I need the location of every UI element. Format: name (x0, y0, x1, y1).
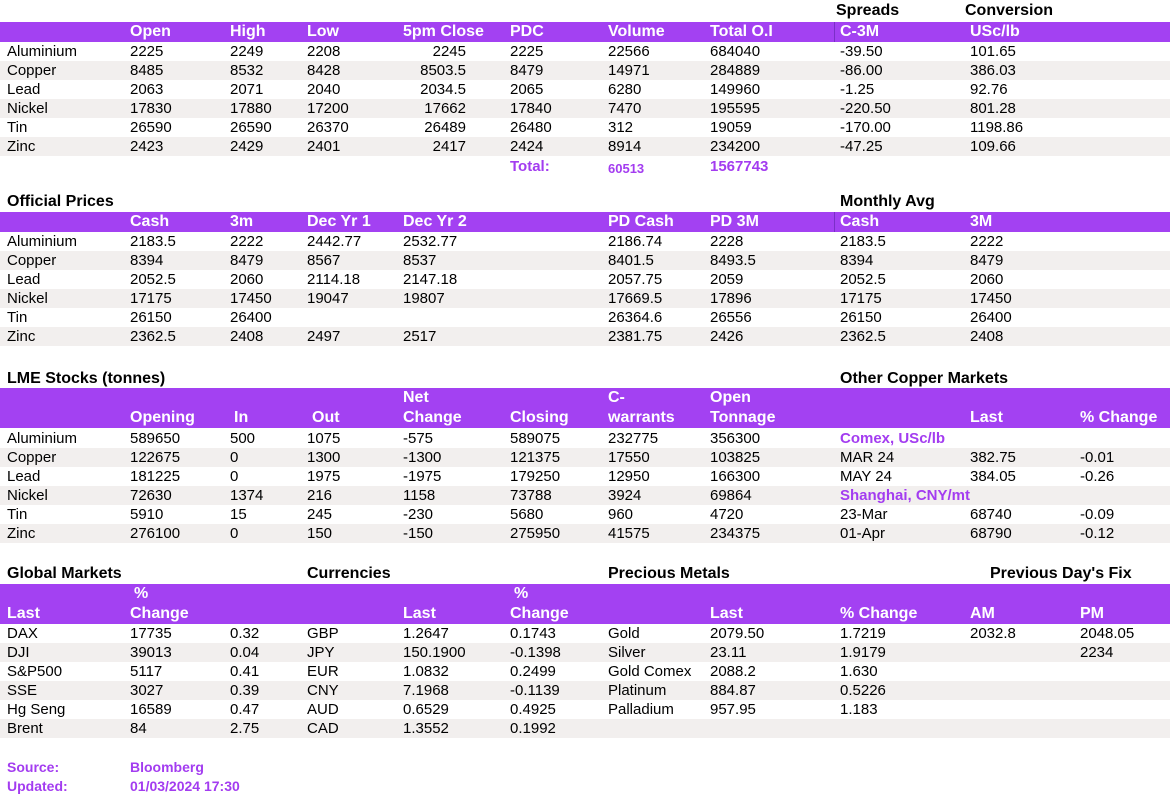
official-prices-title: Official Prices (7, 193, 114, 210)
in-value: 0 (230, 449, 239, 466)
metal-name: Nickel (7, 290, 48, 307)
3m-value: 2060 (230, 271, 264, 288)
col-dec-yr2-header: Dec Yr 2 (403, 213, 467, 230)
3m-value: 8479 (230, 252, 264, 269)
3m-value: 17450 (230, 290, 272, 307)
currency-last: 1.0832 (403, 663, 449, 680)
dec-yr1-value: 2442.77 (307, 233, 362, 250)
global-stripe (0, 643, 1170, 662)
col-high-header: High (230, 23, 266, 40)
index-change: 0.47 (230, 701, 260, 718)
col-3m-header: 3m (230, 213, 254, 230)
currency-last: 7.1968 (403, 682, 449, 699)
col-open-tonnage-header: Tonnage (710, 409, 776, 426)
net-change-value: -230 (403, 506, 434, 523)
uscl-value: 101.65 (970, 43, 1016, 60)
metal-name: Copper (7, 449, 57, 466)
spreads-header: Spreads (836, 2, 900, 19)
index-last: 5117 (130, 663, 163, 680)
previous-fix-title: Previous Day's Fix (990, 565, 1132, 582)
uscl-value: 801.28 (970, 100, 1016, 117)
opening-value: 122675 (130, 449, 181, 466)
col-pm-last-header: Last (710, 605, 743, 622)
c3m-value: -47.25 (840, 138, 883, 155)
avg-3m-value: 26400 (970, 309, 1012, 326)
volume-value: 6280 (608, 81, 642, 98)
metal-last: 2088.2 (710, 663, 756, 680)
col-fx-change-header: Change (510, 605, 569, 622)
contract-change: -0.26 (1080, 468, 1115, 485)
opening-value: 181225 (130, 468, 181, 485)
col-cwarrants-header-top: C- (608, 389, 625, 406)
metal-last: 957.95 (710, 701, 756, 718)
avg-cash-value: 2052.5 (840, 271, 886, 288)
oi-value: 234200 (710, 138, 761, 155)
uscl-value: 1198.86 (970, 119, 1024, 136)
volume-value: 7470 (608, 100, 642, 117)
contract-change: -0.09 (1080, 506, 1115, 523)
col-5pm-close-header: 5pm Close (403, 23, 484, 40)
closing-value: 121375 (510, 449, 561, 466)
pd-3m-value: 8493.5 (710, 252, 756, 269)
fix-am: 2032.8 (970, 625, 1016, 642)
col-net-change-header: Change (403, 409, 462, 426)
open-value: 17830 (130, 100, 172, 117)
currency-change: 0.1992 (510, 720, 556, 737)
index-change: 2.75 (230, 720, 260, 737)
currency-code: CAD (307, 720, 339, 737)
currency-last: 150.1900 (403, 644, 466, 661)
pdc-value: 2225 (510, 43, 544, 60)
avg-3m-value: 17450 (970, 290, 1012, 307)
closing-value: 589075 (510, 430, 561, 447)
low-value: 2040 (307, 81, 341, 98)
pdc-value: 26480 (510, 119, 552, 136)
metal-change: 1.9179 (840, 644, 886, 661)
pdc-value: 2065 (510, 81, 544, 98)
col-opening-header: Opening (130, 409, 195, 426)
conversion-header: Conversion (965, 2, 1054, 19)
currency-code: GBP (307, 625, 339, 642)
open-value: 26590 (130, 119, 172, 136)
cash-value: 8394 (130, 252, 164, 269)
avg-3m-value: 8479 (970, 252, 1004, 269)
shanghai-section-label: Shanghai, CNY/mt (840, 487, 971, 504)
total-label: Total: (510, 158, 550, 175)
opening-value: 72630 (130, 487, 172, 504)
pd-cash-value: 17669.5 (608, 290, 663, 307)
currency-last: 1.3552 (403, 720, 449, 737)
col-open-header: Open (130, 23, 171, 40)
metal-name: Platinum (608, 682, 667, 699)
opening-value: 5910 (130, 506, 164, 523)
cash-value: 2052.5 (130, 271, 176, 288)
metal-name: Zinc (7, 525, 36, 542)
open-value: 2063 (130, 81, 164, 98)
in-value: 15 (230, 506, 247, 523)
contract-last: 68790 (970, 525, 1012, 542)
out-value: 150 (307, 525, 333, 542)
metal-name: Aluminium (7, 430, 78, 447)
pd-cash-value: 26364.6 (608, 309, 663, 326)
c3m-value: -86.00 (840, 62, 883, 79)
metal-name: Zinc (7, 328, 36, 345)
contract-label: MAY 24 (840, 468, 892, 485)
cwarrants-value: 17550 (608, 449, 650, 466)
closing-value: 5680 (510, 506, 544, 523)
dec-yr1-value: 8567 (307, 252, 341, 269)
metal-last: 23.11 (710, 644, 747, 661)
opening-value: 589650 (130, 430, 181, 447)
pd-3m-value: 2059 (710, 271, 744, 288)
metal-last: 884.87 (710, 682, 756, 699)
pd-cash-value: 2057.75 (608, 271, 663, 288)
metal-name: Tin (7, 506, 28, 523)
opening-value: 276100 (130, 525, 181, 542)
open-value: 2423 (130, 138, 164, 155)
contract-label: MAR 24 (840, 449, 895, 466)
col-index-last-header: Last (7, 605, 40, 622)
index-change: 0.04 (230, 644, 260, 661)
cwarrants-value: 232775 (608, 430, 659, 447)
currency-change: -0.1398 (510, 644, 561, 661)
open-tonnage-value: 356300 (710, 430, 761, 447)
dec-yr2-value: 8537 (403, 252, 437, 269)
index-name: Brent (7, 720, 43, 737)
pdc-value: 17840 (510, 100, 552, 117)
in-value: 1374 (230, 487, 264, 504)
metal-name: Zinc (7, 138, 36, 155)
index-last: 3027 (130, 682, 164, 699)
low-value: 8428 (307, 62, 341, 79)
metal-name: Nickel (7, 487, 48, 504)
col-uscl-header: USc/lb (970, 23, 1020, 40)
official-header-band (0, 212, 1170, 232)
open-tonnage-value: 4720 (710, 506, 744, 523)
contract-last: 384.05 (970, 468, 1016, 485)
index-change: 0.41 (230, 663, 260, 680)
total-oi: 1567743 (710, 158, 769, 175)
index-name: DAX (7, 625, 38, 642)
closing-value: 179250 (510, 468, 561, 485)
col-net-header-top: Net (403, 389, 429, 406)
metal-name: Lead (7, 468, 41, 485)
dec-yr2-value: 2147.18 (403, 271, 458, 288)
open-value: 8485 (130, 62, 164, 79)
volume-value: 312 (608, 119, 634, 136)
col-pm-change-header: % Change (840, 605, 918, 622)
source-value: Bloomberg (130, 759, 204, 775)
col-index-change-header: Change (130, 605, 189, 622)
avg-cash-value: 2362.5 (840, 328, 886, 345)
metal-name: Tin (7, 309, 28, 326)
cash-value: 2362.5 (130, 328, 176, 345)
col-cash-header: Cash (130, 213, 170, 230)
currency-code: EUR (307, 663, 339, 680)
metal-change: 1.630 (840, 663, 878, 680)
total-volume: 60513 (608, 161, 645, 176)
low-value: 26370 (307, 119, 349, 136)
high-value: 17880 (230, 100, 272, 117)
col-last-header: Last (970, 409, 1003, 426)
metal-change: 1.7219 (840, 625, 886, 642)
pdc-value: 8479 (510, 62, 544, 79)
out-value: 1075 (307, 430, 341, 447)
dec-yr1-value: 19047 (307, 290, 349, 307)
dec-yr1-value: 2114.18 (307, 271, 361, 288)
close-value: 17662 (424, 100, 466, 117)
metal-name: Copper (7, 62, 57, 79)
net-change-value: -575 (403, 430, 434, 447)
col-am-header: AM (970, 605, 995, 622)
pd-3m-value: 17896 (710, 290, 752, 307)
dec-yr1-value: 2497 (307, 328, 341, 345)
other-copper-title: Other Copper Markets (840, 370, 1009, 387)
oi-value: 149960 (710, 81, 761, 98)
low-value: 2208 (307, 43, 341, 60)
high-value: 2249 (230, 43, 264, 60)
stocks-stripe (0, 486, 1170, 505)
col-pct-change-header: % Change (1080, 409, 1158, 426)
avg-cash-value: 17175 (840, 290, 882, 307)
c3m-value: -170.00 (840, 119, 891, 136)
uscl-value: 92.76 (970, 81, 1008, 98)
volume-value: 22566 (608, 43, 650, 60)
col-cwarrants-header: warrants (608, 409, 675, 426)
index-change: 0.39 (230, 682, 260, 699)
cwarrants-value: 41575 (608, 525, 650, 542)
closing-value: 73788 (510, 487, 552, 504)
col-closing-header: Closing (510, 409, 569, 426)
uscl-value: 386.03 (970, 62, 1016, 79)
net-change-value: 1158 (403, 487, 436, 504)
currency-change: -0.1139 (510, 682, 560, 699)
metal-name: Tin (7, 119, 28, 136)
metal-name: Gold Comex (608, 663, 692, 680)
col-pm-header: PM (1080, 605, 1104, 622)
contract-label: 23-Mar (840, 506, 888, 523)
high-value: 2071 (230, 81, 264, 98)
metal-name: Lead (7, 271, 41, 288)
global-stripe (0, 719, 1170, 738)
out-value: 245 (307, 506, 333, 523)
close-value: 2034.5 (420, 81, 466, 98)
metal-name: Palladium (608, 701, 674, 718)
currency-last: 0.6529 (403, 701, 449, 718)
col-pd-3m-header: PD 3M (710, 213, 759, 230)
out-value: 1975 (307, 468, 341, 485)
source-label: Source: (7, 759, 60, 775)
monthly-avg-title: Monthly Avg (840, 193, 935, 210)
contract-change: -0.01 (1080, 449, 1115, 466)
net-change-value: -1975 (403, 468, 442, 485)
metal-last: 2079.50 (710, 625, 765, 642)
currency-change: 0.1743 (510, 625, 556, 642)
avg-cash-value: 8394 (840, 252, 874, 269)
oi-value: 284889 (710, 62, 761, 79)
3m-value: 26400 (230, 309, 272, 326)
monthly-divider (834, 212, 835, 232)
col-avg-cash-header: Cash (840, 213, 880, 230)
metal-name: Copper (7, 252, 57, 269)
in-value: 0 (230, 468, 239, 485)
col-total-oi-header: Total O.I (710, 23, 773, 40)
contract-change: -0.12 (1080, 525, 1115, 542)
3m-value: 2408 (230, 328, 264, 345)
cwarrants-value: 3924 (608, 487, 642, 504)
metal-name: Aluminium (7, 43, 78, 60)
metal-name: Lead (7, 81, 41, 98)
index-last: 17735 (130, 625, 172, 642)
col-pct-header-top: % (134, 585, 149, 602)
dec-yr2-value: 2532.77 (403, 233, 458, 250)
currency-code: JPY (307, 644, 335, 661)
low-value: 2401 (307, 138, 341, 155)
pd-3m-value: 26556 (710, 309, 752, 326)
updated-label: Updated: (7, 778, 68, 794)
close-value: 2245 (432, 43, 466, 60)
c3m-value: -220.50 (840, 100, 891, 117)
precious-metals-title: Precious Metals (608, 565, 730, 582)
index-last: 84 (130, 720, 147, 737)
open-tonnage-value: 166300 (710, 468, 761, 485)
open-tonnage-value: 234375 (710, 525, 761, 542)
lme-stocks-title: LME Stocks (tonnes) (7, 370, 166, 387)
updated-value: 01/03/2024 17:30 (130, 778, 240, 794)
net-change-value: -1300 (403, 449, 442, 466)
avg-cash-value: 2183.5 (840, 233, 886, 250)
currency-change: 0.4925 (510, 701, 556, 718)
avg-3m-value: 2222 (970, 233, 1004, 250)
3m-value: 2222 (230, 233, 264, 250)
global-markets-title: Global Markets (7, 565, 122, 582)
cwarrants-value: 960 (608, 506, 634, 523)
col-in-header: In (234, 409, 249, 426)
open-value: 2225 (130, 43, 164, 60)
fix-pm: 2048.05 (1080, 625, 1135, 642)
cash-value: 17175 (130, 290, 172, 307)
volume-value: 8914 (608, 138, 642, 155)
open-tonnage-value: 103825 (710, 449, 761, 466)
metal-name: Silver (608, 644, 646, 661)
avg-3m-value: 2060 (970, 271, 1004, 288)
col-avg-3m-header: 3M (970, 213, 993, 230)
col-out-header: Out (312, 409, 340, 426)
close-value: 26489 (424, 119, 466, 136)
oi-value: 19059 (710, 119, 752, 136)
c3m-value: -1.25 (840, 81, 875, 98)
metal-name: Aluminium (7, 233, 78, 250)
spreads-divider (834, 22, 835, 42)
avg-cash-value: 26150 (840, 309, 882, 326)
metal-change: 0.5226 (840, 682, 886, 699)
high-value: 2429 (230, 138, 264, 155)
col-pdc-header: PDC (510, 23, 544, 40)
oi-value: 195595 (710, 100, 761, 117)
index-last: 16589 (130, 701, 172, 718)
high-value: 8532 (230, 62, 264, 79)
pd-cash-value: 8401.5 (608, 252, 654, 269)
index-name: S&P500 (7, 663, 63, 680)
contract-last: 382.75 (970, 449, 1016, 466)
col-dec-yr1-header: Dec Yr 1 (307, 213, 371, 230)
open-tonnage-value: 69864 (710, 487, 752, 504)
high-value: 26590 (230, 119, 272, 136)
index-name: DJI (7, 644, 30, 661)
volume-value: 14971 (608, 62, 650, 79)
index-last: 39013 (130, 644, 172, 661)
pd-3m-value: 2228 (710, 233, 744, 250)
col-low-header: Low (307, 23, 339, 40)
currency-last: 1.2647 (403, 625, 449, 642)
cwarrants-value: 12950 (608, 468, 650, 485)
closing-value: 275950 (510, 525, 561, 542)
col-c3m-header: C-3M (840, 23, 880, 40)
col-fx-last-header: Last (403, 605, 436, 622)
pd-3m-value: 2426 (710, 328, 744, 345)
col-open-tonnage-header-top: Open (710, 389, 751, 406)
out-value: 1300 (307, 449, 341, 466)
dec-yr2-value: 19807 (403, 290, 445, 307)
col-volume-header: Volume (608, 23, 665, 40)
c3m-value: -39.50 (840, 43, 883, 60)
comex-section-label: Comex, USc/lb (840, 430, 946, 447)
col-pd-cash-header: PD Cash (608, 213, 674, 230)
col-pct-header-top: % (514, 585, 529, 602)
net-change-value: -150 (403, 525, 434, 542)
close-value: 8503.5 (420, 62, 466, 79)
fix-pm: 2234 (1080, 644, 1114, 661)
index-name: Hg Seng (7, 701, 66, 718)
index-change: 0.32 (230, 625, 260, 642)
pd-cash-value: 2381.75 (608, 328, 663, 345)
uscl-value: 109.66 (970, 138, 1016, 155)
dec-yr2-value: 2517 (403, 328, 437, 345)
avg-3m-value: 2408 (970, 328, 1004, 345)
currency-code: CNY (307, 682, 339, 699)
out-value: 216 (307, 487, 333, 504)
oi-value: 684040 (710, 43, 761, 60)
low-value: 17200 (307, 100, 349, 117)
metal-change: 1.183 (840, 701, 878, 718)
contract-last: 68740 (970, 506, 1012, 523)
currency-code: AUD (307, 701, 339, 718)
in-value: 500 (230, 430, 256, 447)
metal-name: Gold (608, 625, 640, 642)
cash-value: 26150 (130, 309, 172, 326)
currency-change: 0.2499 (510, 663, 556, 680)
metal-name: Nickel (7, 100, 48, 117)
pdc-value: 2424 (510, 138, 544, 155)
close-value: 2417 (432, 138, 466, 155)
contract-label: 01-Apr (840, 525, 886, 542)
in-value: 0 (230, 525, 239, 542)
cash-value: 2183.5 (130, 233, 176, 250)
global-stripe (0, 681, 1170, 700)
currencies-title: Currencies (307, 565, 391, 582)
pd-cash-value: 2186.74 (608, 233, 663, 250)
index-name: SSE (7, 682, 38, 699)
